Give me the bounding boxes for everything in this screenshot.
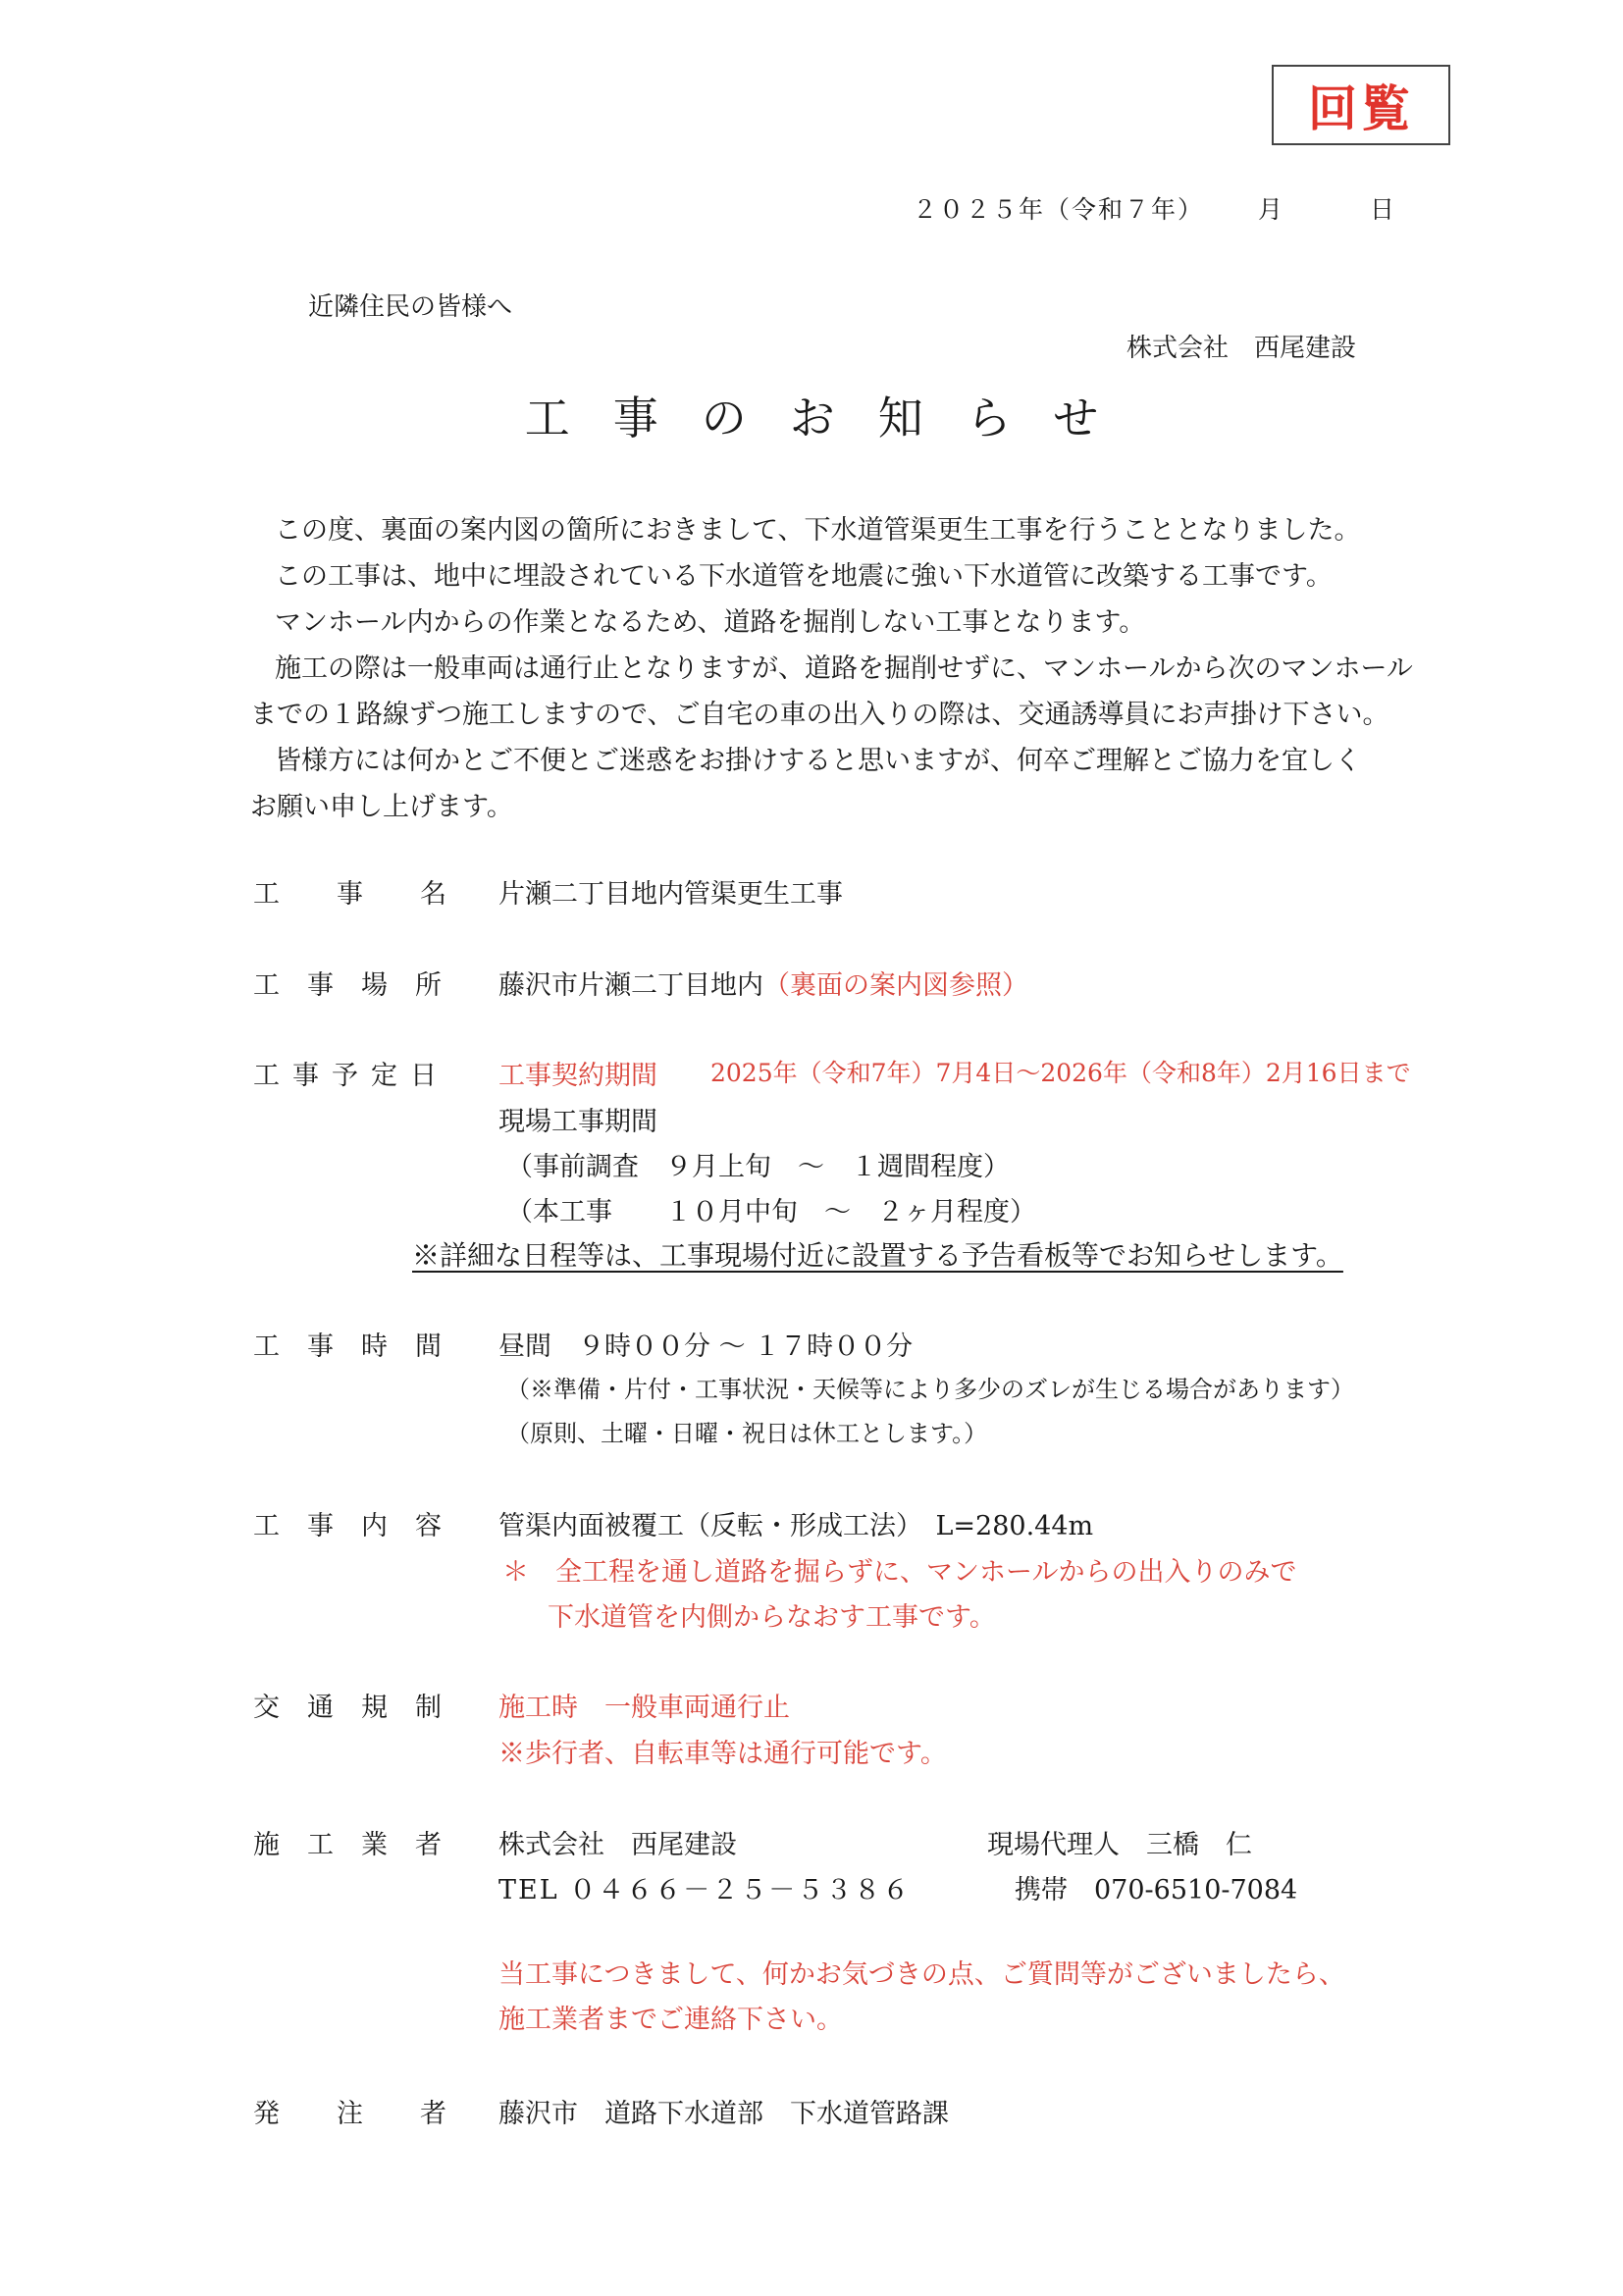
intro-line-4: 施工の際は一般車両は通行止となりますが、道路を掘削せずに、マンホールから次のマンホール [275, 653, 1413, 684]
intro-line-3: マンホール内からの作業となるため、道路を掘削しない工事となります。 [275, 607, 1146, 638]
site-period-label: 現場工事期間 [498, 1107, 657, 1137]
orderer-value: 藤沢市 道路下水道部 下水道管路課 [498, 2099, 949, 2129]
stamp-text: 回覧 [1308, 80, 1414, 137]
main-period: （本工事 １０月中旬 ～ ２ヶ月程度） [506, 1197, 1036, 1227]
hours-note-1: （※準備・片付・工事状況・天候等により多少のズレが生じる場合があります） [506, 1376, 1354, 1403]
intro-line-2: この工事は、地中に埋設されている下水道管を地震に強い下水道管に改築する工事です。 [275, 561, 1333, 592]
label-location: 工事場所 [253, 970, 469, 1001]
traffic-value: 施工時 一般車両通行止 [498, 1693, 790, 1723]
content-note-2: 下水道管を内側からなおす工事です。 [548, 1602, 996, 1633]
intro-line-1: この度、裏面の案内図の箇所におきまして、下水道管渠更生工事を行うこととなりました。 [275, 515, 1361, 546]
location-text: 藤沢市片瀬二丁目地内 [498, 970, 763, 1001]
schedule-notice: ※詳細な日程等は、工事現場付近に設置する予告看板等でお知らせします。 [412, 1239, 1343, 1272]
contractor-company: 株式会社 西尾建設 [498, 1830, 737, 1860]
date-day: 日 [1370, 195, 1395, 224]
site-agent: 現場代理人 三橋 仁 [987, 1830, 1252, 1860]
label-project-name: 工事名 [253, 879, 503, 910]
work-content: 管渠内面被覆工（反転・形成工法） L=280.44m [498, 1511, 1094, 1541]
label-orderer: 発注者 [253, 2099, 503, 2129]
location-note: （裏面の案内図参照） [763, 970, 1028, 1001]
label-contractor: 施工業者 [253, 1830, 469, 1860]
date-year: ２０２５年（令和７年） [913, 195, 1205, 224]
circulation-stamp [1272, 65, 1450, 145]
contract-period: 2025年（令和7年）7月4日～2026年（令和8年）2月16日まで [710, 1059, 1411, 1087]
intro-line-7: お願い申し上げます。 [250, 792, 513, 822]
work-hours: 昼間 ９時００分 ～ １７時００分 [498, 1331, 914, 1362]
label-hours: 工事時間 [253, 1331, 469, 1362]
hours-note-2: （原則、土曜・日曜・祝日は休工とします。） [506, 1420, 988, 1447]
sender: 株式会社 西尾建設 [1126, 334, 1357, 363]
contractor-tel: TEL ０４６６－２５－５３８６ [498, 1875, 912, 1905]
traffic-note: ※歩行者、自転車等は通行可能です。 [498, 1739, 947, 1769]
project-name: 片瀬二丁目地内管渠更生工事 [498, 879, 843, 910]
contact-note-2: 施工業者までご連絡下さい。 [498, 2005, 843, 2035]
agent-mobile: 携帯 070-6510-7084 [1015, 1875, 1298, 1905]
intro-line-5: までの１路線ずつ施工しますので、ご自宅の車の出入りの際は、交通誘導員にお声掛け下さい。 [250, 700, 1389, 730]
contact-note-1: 当工事につきまして、何かお気づきの点、ご質問等がございましたら、 [498, 1959, 1345, 1990]
date-month: 月 [1258, 195, 1283, 224]
document-title: 工事のお知らせ [524, 391, 1142, 444]
contract-period-label: 工事契約期間 [498, 1061, 657, 1091]
label-content: 工事内容 [253, 1511, 469, 1541]
location-value [498, 964, 1028, 1002]
survey-period: （事前調査 ９月上旬 ～ １週間程度） [506, 1152, 1010, 1182]
recipient: 近隣住民の皆様へ [308, 292, 513, 322]
content-note-1: ＊ 全工程を通し道路を掘らずに、マンホールからの出入りのみで [502, 1557, 1297, 1588]
intro-line-6: 皆様方には何かとご不便とご迷惑をお掛けすると思いますが、何卒ご理解とご協力を宜しく [275, 746, 1361, 776]
label-schedule: 工事予定日 [253, 1061, 449, 1091]
label-traffic: 交通規制 [253, 1693, 469, 1723]
